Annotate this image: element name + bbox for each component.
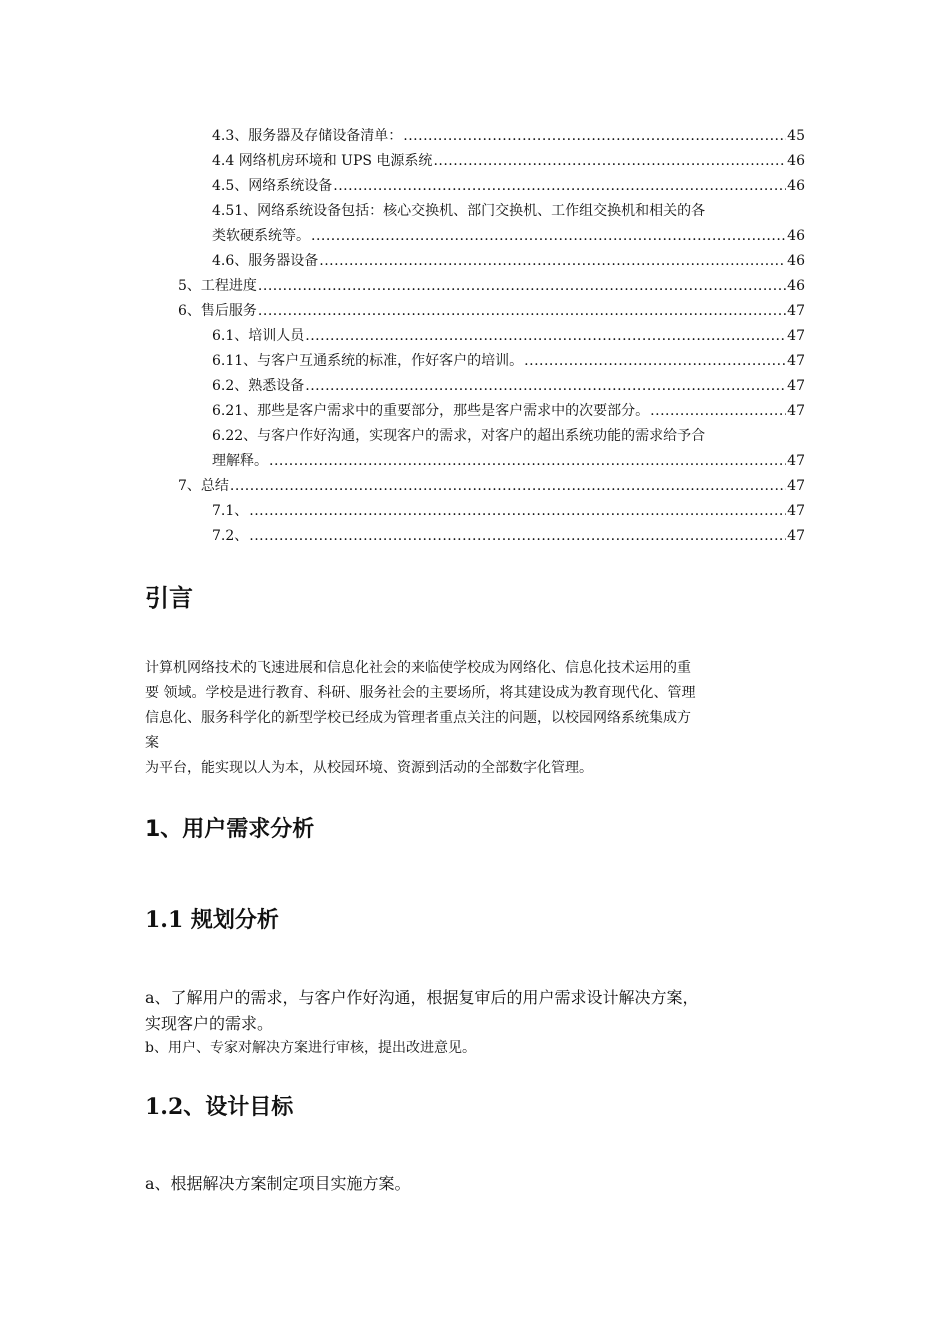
toc-entry[interactable] xyxy=(178,299,805,324)
toc-entry[interactable] xyxy=(212,424,805,474)
toc-leader-dots xyxy=(650,399,786,424)
toc-entry[interactable] xyxy=(212,124,805,149)
toc-entry[interactable] xyxy=(212,374,805,399)
table-of-contents xyxy=(0,124,950,549)
toc-page-number: 46 xyxy=(787,178,805,194)
intro-line: 为平台，能实现以人为本，从校园环境、资源到活动的全部数字化管理。 xyxy=(145,760,593,776)
toc-entry-label: 4.6、服务器设备 xyxy=(212,253,319,269)
intro-line: 案 xyxy=(145,735,159,751)
toc-entry-label: 4.3、服务器及存储设备清单： xyxy=(212,128,403,144)
toc-entry[interactable] xyxy=(212,524,805,549)
toc-entry[interactable] xyxy=(212,324,805,349)
toc-page-number: 47 xyxy=(787,478,805,494)
intro-paragraph xyxy=(145,656,810,781)
toc-leader-dots xyxy=(249,499,786,524)
toc-entry[interactable] xyxy=(178,274,805,299)
toc-page-number: 47 xyxy=(787,453,805,469)
intro-line: 信息化、服务科学化的新型学校已经成为管理者重点关注的问题，以校园网络系统集成方 xyxy=(145,710,691,726)
toc-entry-label: 4.51、网络系统设备包括：核心交换机、部门交换机、工作组交换机和相关的各 xyxy=(212,203,706,219)
toc-entry[interactable] xyxy=(212,399,805,424)
toc-entry-label: 6.21、那些是客户需求中的重要部分，那些是客户需求中的次要部分。 xyxy=(212,403,650,419)
toc-entry[interactable] xyxy=(212,174,805,199)
toc-page-number: 46 xyxy=(787,253,805,269)
toc-leader-dots xyxy=(319,249,786,274)
toc-entry-label: 7.2、 xyxy=(212,528,249,544)
toc-entry[interactable] xyxy=(212,149,805,174)
toc-leader-dots xyxy=(403,124,786,149)
toc-leader-dots xyxy=(433,149,786,174)
toc-page-number: 47 xyxy=(787,303,805,319)
toc-entry-label: 6.11、与客户互通系统的标准，作好客户的培训。 xyxy=(212,353,524,369)
toc-page-number: 46 xyxy=(787,228,805,244)
toc-page-number: 46 xyxy=(787,153,805,169)
toc-entry-label: 5、工程进度 xyxy=(178,278,257,294)
toc-leader-dots xyxy=(311,224,786,249)
section-1-1-heading: 1.1 规划分析 xyxy=(145,907,279,933)
toc-entry[interactable] xyxy=(212,499,805,524)
toc-leader-dots xyxy=(524,349,786,374)
toc-leader-dots xyxy=(333,174,786,199)
toc-leader-dots xyxy=(305,374,786,399)
paragraph-line: a、了解用户的需求，与客户作好沟通，根据复审后的用户需求设计解决方案， xyxy=(145,988,699,1007)
toc-leader-dots xyxy=(230,474,786,499)
toc-entry[interactable] xyxy=(212,349,805,374)
toc-entry-label: 7.1、 xyxy=(212,503,249,519)
toc-leader-dots xyxy=(305,324,786,349)
toc-leader-dots xyxy=(269,449,786,474)
toc-entry-label-continued: 类软硬系统等。 xyxy=(212,228,310,244)
toc-page-number: 47 xyxy=(787,328,805,344)
toc-page-number: 47 xyxy=(787,403,805,419)
toc-entry-label-continued: 理解释。 xyxy=(212,453,268,469)
toc-entry-label: 6、售后服务 xyxy=(178,303,257,319)
toc-entry-label: 6.1、培训人员 xyxy=(212,328,305,344)
paragraph-line: 实现客户的需求。 xyxy=(145,1014,274,1033)
toc-entry-label: 6.2、熟悉设备 xyxy=(212,378,305,394)
section-1-2-paragraph-a: a、根据解决方案制定项目实施方案。 xyxy=(145,1174,411,1193)
toc-page-number: 47 xyxy=(787,528,805,544)
section-1-1-paragraph-a xyxy=(145,985,810,1037)
toc-entry-label: 4.4 网络机房环境和 UPS 电源系统 xyxy=(212,153,433,169)
intro-heading: 引言 xyxy=(145,584,193,612)
toc-entry-label: 4.5、网络系统设备 xyxy=(212,178,333,194)
section-1-heading: 1、用户需求分析 xyxy=(145,817,315,842)
intro-line: 计算机网络技术的飞速进展和信息化社会的来临使学校成为网络化、信息化技术运用的重 xyxy=(145,660,691,676)
toc-page-number: 47 xyxy=(787,353,805,369)
toc-leader-dots xyxy=(258,274,786,299)
toc-page-number: 47 xyxy=(787,503,805,519)
toc-page-number: 45 xyxy=(787,128,805,144)
toc-entry-label: 7、总结 xyxy=(178,478,229,494)
toc-entry-label: 6.22、与客户作好沟通，实现客户的需求，对客户的超出系统功能的需求给予合 xyxy=(212,428,706,444)
toc-page-number: 47 xyxy=(787,378,805,394)
section-1-1-paragraph-b: b、用户、专家对解决方案进行审核，提出改进意见。 xyxy=(145,1040,476,1056)
toc-leader-dots xyxy=(249,524,786,549)
toc-entry[interactable] xyxy=(212,199,805,249)
intro-line: 要 领域。学校是进行教育、科研、服务社会的主要场所，将其建设成为教育现代化、管理 xyxy=(145,685,696,701)
toc-leader-dots xyxy=(258,299,786,324)
toc-entry[interactable] xyxy=(212,249,805,274)
section-1-2-heading: 1.2、设计目标 xyxy=(145,1094,294,1120)
toc-entry[interactable] xyxy=(178,474,805,499)
toc-page-number: 46 xyxy=(787,278,805,294)
